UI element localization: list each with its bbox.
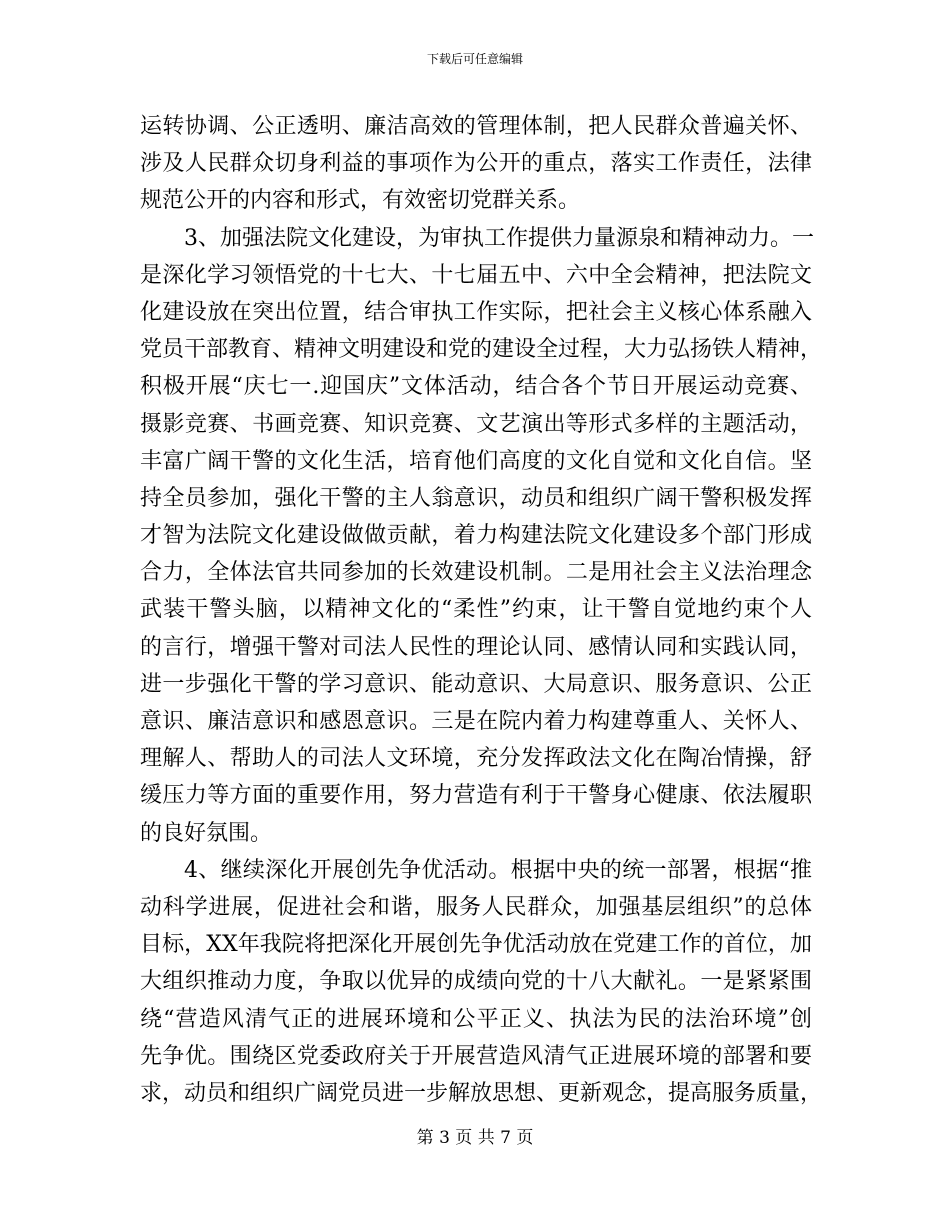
text-line: 规范公开的内容和形式，有效密切党群关系。 <box>140 188 581 214</box>
text-line: 3、加强法院文化建设，为审执工作提供力量源泉和精神动力。一 <box>184 225 814 251</box>
text-line: 的言行，增强干警对司法人民性的理论认同、感情认同和实践认同， <box>140 634 812 660</box>
text-line: 大组织推动力度，争取以优异的成绩向党的十八大献礼。一是紧紧围 <box>140 969 812 995</box>
text-line: 意识、廉洁意识和感恩意识。三是在院内着力构建尊重人、关怀人、 <box>140 709 812 734</box>
text-line: 是深化学习领悟党的十七大、十七届五中、六中全会精神，把法院文 <box>140 262 812 288</box>
text-line: 合力，全体法官共同参加的长效建设机制。二是用社会主义法治理念 <box>140 560 812 586</box>
text-line: 运转协调、公正透明、廉洁高效的管理体制，把人民群众普遍关怀、 <box>140 114 812 139</box>
text-line: 持全员参加，强化干警的主人翁意识，动员和组织广阔干警积极发挥 <box>140 485 812 511</box>
text-line: 4、继续深化开展创先争优活动。根据中央的统一部署，根据“推 <box>184 857 812 883</box>
text-line: 求，动员和组织广阔党员进一步解放思想、更新观念，提高服务质量， <box>140 1080 823 1106</box>
text-line: 进一步强化干警的学习意识、能动意识、大局意识、服务意识、公正 <box>140 671 812 697</box>
text-line: 缓压力等方面的重要作用，努力营造有利于干警身心健康、依法履职 <box>140 783 812 809</box>
text-line: 目标，XX年我院将把深化开展创先争优活动放在党建工作的首位，加 <box>140 932 812 958</box>
text-line: 摄影竞赛、书画竞赛、知识竞赛、文艺演出等形式多样的主题活动， <box>140 411 812 437</box>
text-line: 化建设放在突出位置，结合审执工作实际，把社会主义核心体系融入 <box>140 299 812 325</box>
text-line: 武装干警头脑，以精神文化的“柔性”约束，让干警自觉地约束个人 <box>140 597 812 623</box>
text-line: 动科学进展，促进社会和谐，服务人民群众，加强基层组织”的总体 <box>140 894 812 920</box>
text-line: 先争优。围绕区党委政府关于开展营造风清气正进展环境的部署和要 <box>140 1043 812 1069</box>
text-line: 的良好氛围。 <box>140 820 273 846</box>
text-line: 积极开展“庆七一.迎国庆”文体活动，结合各个节日开展运动竞赛、 <box>140 374 812 400</box>
text-line: 才智为法院文化建设做做贡献，着力构建法院文化建设多个部门形成 <box>140 523 812 549</box>
document-body <box>140 108 823 1112</box>
text-line: 党员干部教育、精神文明建设和党的建设全过程，大力弘扬铁人精神， <box>140 337 823 363</box>
text-line: 绕“营造风清气正的进展环境和公平正义、执法为民的法治环境”创 <box>140 1006 812 1032</box>
text-line: 理解人、帮助人的司法人文环境，充分发挥政法文化在陶冶情操，舒 <box>140 746 812 772</box>
page-number: 第 3 页 共 7 页 <box>416 1128 534 1148</box>
text-line: 涉及人民群众切身利益的事项作为公开的重点，落实工作责任，法律 <box>140 151 812 177</box>
text-line: 丰富广阔干警的文化生活，培育他们高度的文化自觉和文化自信。坚 <box>140 448 812 474</box>
page-header: 下载后可任意编辑 <box>426 52 523 66</box>
